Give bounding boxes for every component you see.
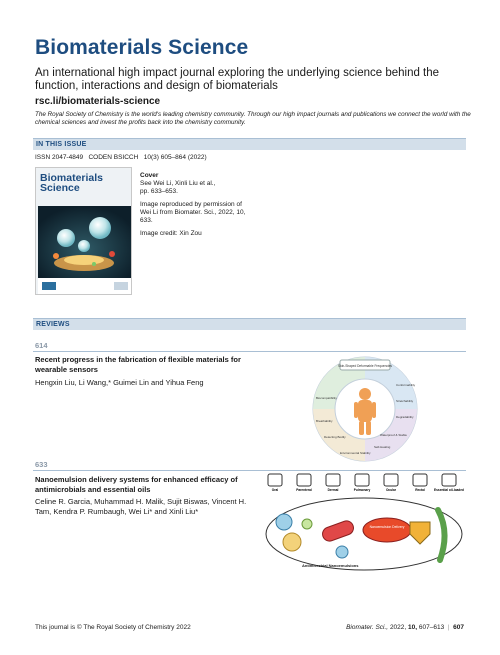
route-label: Pulmonary — [353, 488, 371, 492]
graphic1-label: Detecting Bodily — [324, 435, 346, 439]
footer-page: 607 — [453, 624, 464, 631]
footer-separator: | — [446, 624, 452, 631]
article-title[interactable]: Nanoemulsion delivery systems for enhanced efficacy of antimicrobials and essential oils — [35, 475, 238, 494]
reviews-bar — [33, 318, 466, 330]
journal-description: An international high impact journal exploring the underlying science behind the function, interactions and design of biomaterials — [35, 67, 440, 92]
graphic1-label: Degradability — [396, 415, 414, 419]
route-label: Dermal — [327, 488, 339, 492]
graphic1-label: Stretchability — [396, 399, 414, 403]
delivery-label: Nanoemulsion Delivery — [369, 525, 405, 529]
cover-caption — [140, 172, 250, 243]
route-label: Oral — [271, 488, 279, 492]
article-title[interactable]: Recent progress in the fabrication of flexible materials for wearable sensors — [35, 355, 241, 374]
nanoemulsion-graphic — [262, 472, 467, 580]
article-divider — [33, 470, 466, 471]
bottom-label: Antimicrobial Nanoemulsions — [302, 563, 359, 568]
cover-reproduced: Image reproduced by permission of Wei Li from Biomater. Sci., 2022, 10, 633. — [140, 201, 246, 224]
footer-journal: Biomater. Sci., — [346, 624, 389, 631]
cover-caption-line2[interactable]: pp. 633–653. — [140, 188, 178, 195]
graphic1-label: Self-Healing — [374, 445, 391, 449]
footer-volume: 10, — [408, 624, 418, 631]
journal-title: Biomaterials Science — [35, 36, 249, 59]
reviews-heading: REVIEWS — [36, 321, 70, 328]
route-icons — [268, 474, 456, 486]
graphic1-label: Conformability — [396, 383, 416, 387]
footer-pages: 607–613 — [418, 624, 445, 631]
route-label: Parenteral — [296, 488, 312, 492]
cover-caption-line1: See Wei Li, Xinli Liu et al., — [140, 180, 216, 187]
graphic1-label: Environmental Stability — [340, 451, 371, 455]
graphic1-label: Waterproof & Stable — [380, 433, 407, 437]
route-label: Ocular — [385, 488, 397, 492]
graphic1-label: Skin-Shaped Deformable Frequencies — [337, 364, 393, 368]
footer-year: 2022, — [389, 624, 407, 631]
graphic1-label: Biocompatibility — [316, 396, 337, 400]
route-label: Rectal — [415, 488, 425, 492]
cover-image-title: Biomaterials Science — [40, 172, 104, 194]
article-authors: Celine R. Garcia, Muhammad H. Malik, Sujit Biswas, Vincent H. Tam, Kendra P. Rumbaugh, Wei Li* and Xinli Liu* — [35, 497, 247, 516]
issn-line: ISSN 2047-4849 CODEN BSICCH 10(3) 605–864 (2022) — [35, 154, 207, 161]
graphic1-label: Breathability — [316, 419, 333, 423]
in-this-issue-heading: IN THIS ISSUE — [36, 141, 87, 148]
article-authors: Hengxin Liu, Li Wang,* Guimei Lin and Yihua Feng — [35, 378, 204, 387]
rsc-note: The Royal Society of Chemistry is the world's leading chemistry community. Through our high impact journals and publications we connect the world with the chemical sciences and invest the profits back into the chemistry community. — [35, 111, 471, 126]
route-label: Essential oil-loaded — [434, 488, 464, 492]
cover-credit: Image credit: Xin Zou — [140, 230, 202, 237]
footer-right — [346, 624, 464, 631]
journal-url[interactable]: rsc.li/biomaterials-science — [35, 96, 161, 107]
cover-image — [35, 167, 132, 295]
article-page-number: 614 — [35, 341, 48, 350]
cover-caption-label: Cover — [140, 172, 159, 179]
in-this-issue-bar — [33, 138, 466, 150]
wearable-sensors-graphic — [310, 354, 420, 464]
article-page-number: 633 — [35, 460, 48, 469]
footer-left: This journal is © The Royal Society of Chemistry 2022 — [35, 624, 191, 631]
article-divider — [33, 351, 466, 352]
